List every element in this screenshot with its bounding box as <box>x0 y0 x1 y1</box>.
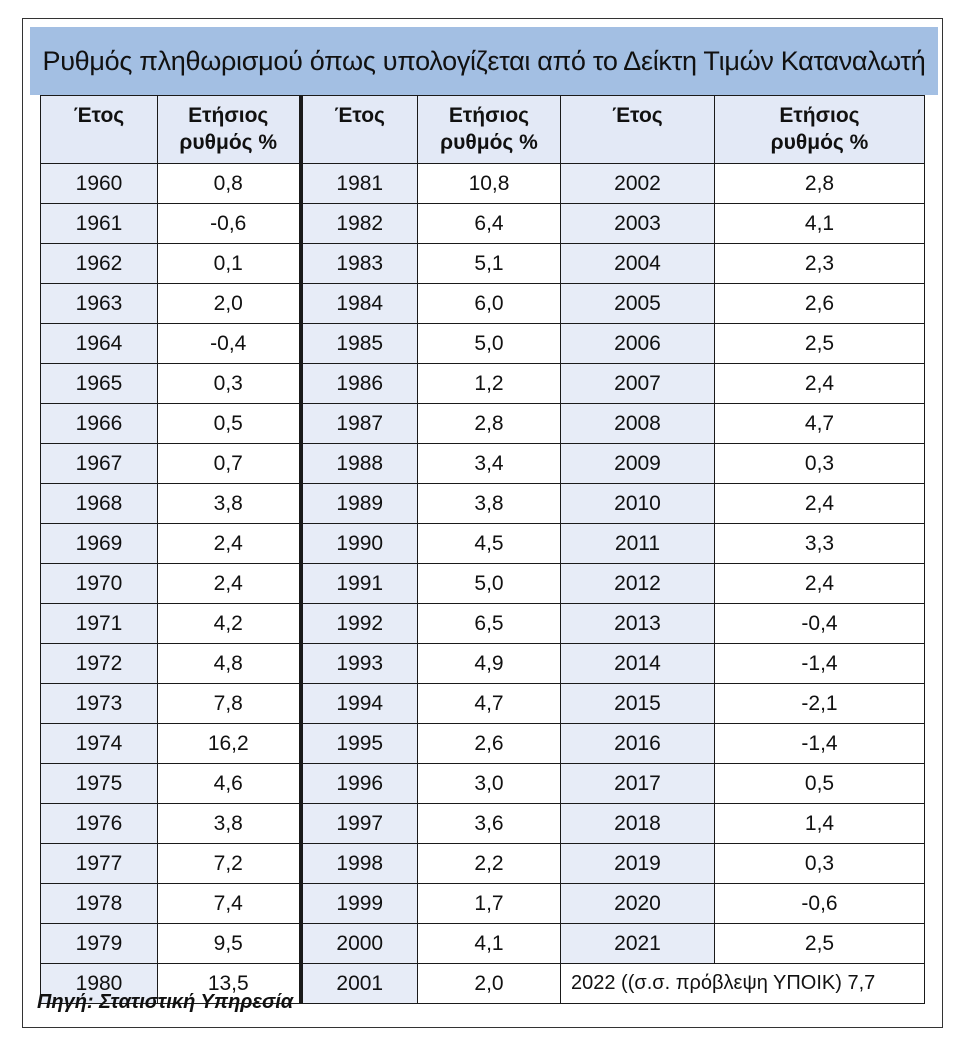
header-annual-rate: Ετήσιος ρυθμός % <box>418 96 561 164</box>
rate-cell: 2,5 <box>715 924 925 964</box>
rate-cell: 2,6 <box>715 284 925 324</box>
rate-cell: -1,4 <box>715 644 925 684</box>
year-cell: 2014 <box>561 644 715 684</box>
year-cell: 1966 <box>41 404 158 444</box>
year-cell: 1992 <box>301 604 418 644</box>
rate-cell: -0,4 <box>158 324 301 364</box>
header-annual-rate: Ετήσιος ρυθμός % <box>715 96 925 164</box>
year-cell: 1960 <box>41 164 158 204</box>
inflation-table-container <box>40 95 924 1004</box>
year-cell: 2015 <box>561 684 715 724</box>
year-cell: 1986 <box>301 364 418 404</box>
year-cell: 1961 <box>41 204 158 244</box>
year-cell: 1970 <box>41 564 158 604</box>
table-row <box>41 404 925 444</box>
year-cell: 1999 <box>301 884 418 924</box>
year-cell: 2003 <box>561 204 715 244</box>
rate-cell: 16,2 <box>158 724 301 764</box>
table-row <box>41 604 925 644</box>
table-row <box>41 644 925 684</box>
rate-cell: 2,8 <box>715 164 925 204</box>
rate-cell: 0,5 <box>715 764 925 804</box>
year-cell: 1976 <box>41 804 158 844</box>
rate-cell: 7,8 <box>158 684 301 724</box>
table-row <box>41 324 925 364</box>
year-cell: 2011 <box>561 524 715 564</box>
rate-cell: -1,4 <box>715 724 925 764</box>
table-row <box>41 204 925 244</box>
rate-cell: 3,8 <box>158 804 301 844</box>
rate-cell: 1,4 <box>715 804 925 844</box>
rate-cell: 3,8 <box>418 484 561 524</box>
rate-cell: 1,2 <box>418 364 561 404</box>
rate-cell: 5,0 <box>418 564 561 604</box>
table-row <box>41 684 925 724</box>
rate-cell: 13,5 <box>158 964 301 1004</box>
source-note: Πηγή: Στατιστική Υπηρεσία <box>37 991 294 1013</box>
rate-cell: 5,1 <box>418 244 561 284</box>
year-cell: 1981 <box>301 164 418 204</box>
year-cell: 1993 <box>301 644 418 684</box>
rate-cell: 2,8 <box>418 404 561 444</box>
year-cell: 1997 <box>301 804 418 844</box>
table-row <box>41 884 925 924</box>
table-row <box>41 844 925 884</box>
table-row <box>41 364 925 404</box>
year-cell: 1983 <box>301 244 418 284</box>
rate-cell: 2,0 <box>418 964 561 1004</box>
year-cell: 1995 <box>301 724 418 764</box>
year-cell: 1978 <box>41 884 158 924</box>
year-cell: 2008 <box>561 404 715 444</box>
year-cell: 2019 <box>561 844 715 884</box>
table-row <box>41 804 925 844</box>
rate-cell: 4,7 <box>418 684 561 724</box>
rate-cell: 6,0 <box>418 284 561 324</box>
year-cell: 2010 <box>561 484 715 524</box>
rate-cell: 4,1 <box>418 924 561 964</box>
year-cell: 2000 <box>301 924 418 964</box>
table-header-row <box>41 96 925 164</box>
table-row <box>41 724 925 764</box>
rate-cell: 6,5 <box>418 604 561 644</box>
year-cell: 2001 <box>301 964 418 1004</box>
table-row <box>41 284 925 324</box>
year-cell: 1965 <box>41 364 158 404</box>
header-year: Έτος <box>561 96 715 164</box>
table-row <box>41 484 925 524</box>
year-cell: 1964 <box>41 324 158 364</box>
year-cell: 1969 <box>41 524 158 564</box>
rate-cell: 7,4 <box>158 884 301 924</box>
rate-cell: 2,4 <box>715 564 925 604</box>
rate-cell: 3,6 <box>418 804 561 844</box>
table-row <box>41 564 925 604</box>
year-cell: 2020 <box>561 884 715 924</box>
year-cell: 2013 <box>561 604 715 644</box>
year-cell: 2012 <box>561 564 715 604</box>
table-title: Ρυθμός πληθωρισμού όπως υπολογίζεται από το Δείκτη Τιμών Καταναλωτή <box>30 27 938 95</box>
year-cell: 1967 <box>41 444 158 484</box>
rate-cell: 3,0 <box>418 764 561 804</box>
rate-cell: 6,4 <box>418 204 561 244</box>
year-cell: 1996 <box>301 764 418 804</box>
rate-cell: -2,1 <box>715 684 925 724</box>
rate-cell: 3,3 <box>715 524 925 564</box>
year-cell: 1985 <box>301 324 418 364</box>
rate-cell: 0,5 <box>158 404 301 444</box>
rate-cell: 2,5 <box>715 324 925 364</box>
year-cell: 1994 <box>301 684 418 724</box>
year-cell: 1980 <box>41 964 158 1004</box>
rate-cell: 0,3 <box>715 844 925 884</box>
rate-cell: 4,7 <box>715 404 925 444</box>
year-cell: 2016 <box>561 724 715 764</box>
year-cell: 2006 <box>561 324 715 364</box>
year-cell: 2004 <box>561 244 715 284</box>
rate-cell: 3,8 <box>158 484 301 524</box>
rate-cell: -0,6 <box>715 884 925 924</box>
year-cell: 1962 <box>41 244 158 284</box>
rate-cell: 0,7 <box>158 444 301 484</box>
rate-cell: 4,8 <box>158 644 301 684</box>
rate-cell: 10,8 <box>418 164 561 204</box>
year-cell: 1973 <box>41 684 158 724</box>
rate-cell: 4,1 <box>715 204 925 244</box>
rate-cell: 2,0 <box>158 284 301 324</box>
rate-cell: 1,7 <box>418 884 561 924</box>
year-cell: 1963 <box>41 284 158 324</box>
year-cell: 1975 <box>41 764 158 804</box>
year-cell: 1998 <box>301 844 418 884</box>
rate-cell: -0,4 <box>715 604 925 644</box>
rate-cell: 5,0 <box>418 324 561 364</box>
year-cell: 1982 <box>301 204 418 244</box>
year-cell: 1979 <box>41 924 158 964</box>
table-row <box>41 924 925 964</box>
header-annual-rate: Ετήσιος ρυθμός % <box>158 96 301 164</box>
year-cell: 2002 <box>561 164 715 204</box>
header-year: Έτος <box>301 96 418 164</box>
table-row <box>41 764 925 804</box>
year-cell: 1991 <box>301 564 418 604</box>
rate-cell: 4,5 <box>418 524 561 564</box>
rate-cell: -0,6 <box>158 204 301 244</box>
year-cell: 2005 <box>561 284 715 324</box>
year-cell: 1984 <box>301 284 418 324</box>
year-cell: 2007 <box>561 364 715 404</box>
rate-cell: 3,4 <box>418 444 561 484</box>
year-cell: 2018 <box>561 804 715 844</box>
table-row <box>41 244 925 284</box>
rate-cell: 0,3 <box>158 364 301 404</box>
rate-cell: 2,2 <box>418 844 561 884</box>
table-row <box>41 444 925 484</box>
rate-cell: 0,3 <box>715 444 925 484</box>
rate-cell: 2,4 <box>158 524 301 564</box>
year-cell: 1987 <box>301 404 418 444</box>
rate-cell: 4,6 <box>158 764 301 804</box>
year-cell: 1988 <box>301 444 418 484</box>
rate-cell: 2,6 <box>418 724 561 764</box>
year-cell: 2021 <box>561 924 715 964</box>
rate-cell: 4,2 <box>158 604 301 644</box>
rate-cell: 2,4 <box>715 484 925 524</box>
year-cell: 2009 <box>561 444 715 484</box>
forecast-note-cell: 2022 ((σ.σ. πρόβλεψη ΥΠΟΙΚ) 7,7 <box>561 964 925 1004</box>
year-cell: 1971 <box>41 604 158 644</box>
inflation-table <box>40 95 925 1004</box>
year-cell: 1989 <box>301 484 418 524</box>
rate-cell: 2,4 <box>715 364 925 404</box>
year-cell: 1972 <box>41 644 158 684</box>
year-cell: 1968 <box>41 484 158 524</box>
year-cell: 1977 <box>41 844 158 884</box>
rate-cell: 4,9 <box>418 644 561 684</box>
table-row <box>41 524 925 564</box>
rate-cell: 0,1 <box>158 244 301 284</box>
header-year: Έτος <box>41 96 158 164</box>
rate-cell: 9,5 <box>158 924 301 964</box>
year-cell: 1990 <box>301 524 418 564</box>
table-row <box>41 164 925 204</box>
year-cell: 2017 <box>561 764 715 804</box>
rate-cell: 2,3 <box>715 244 925 284</box>
year-cell: 1974 <box>41 724 158 764</box>
rate-cell: 7,2 <box>158 844 301 884</box>
rate-cell: 2,4 <box>158 564 301 604</box>
rate-cell: 0,8 <box>158 164 301 204</box>
